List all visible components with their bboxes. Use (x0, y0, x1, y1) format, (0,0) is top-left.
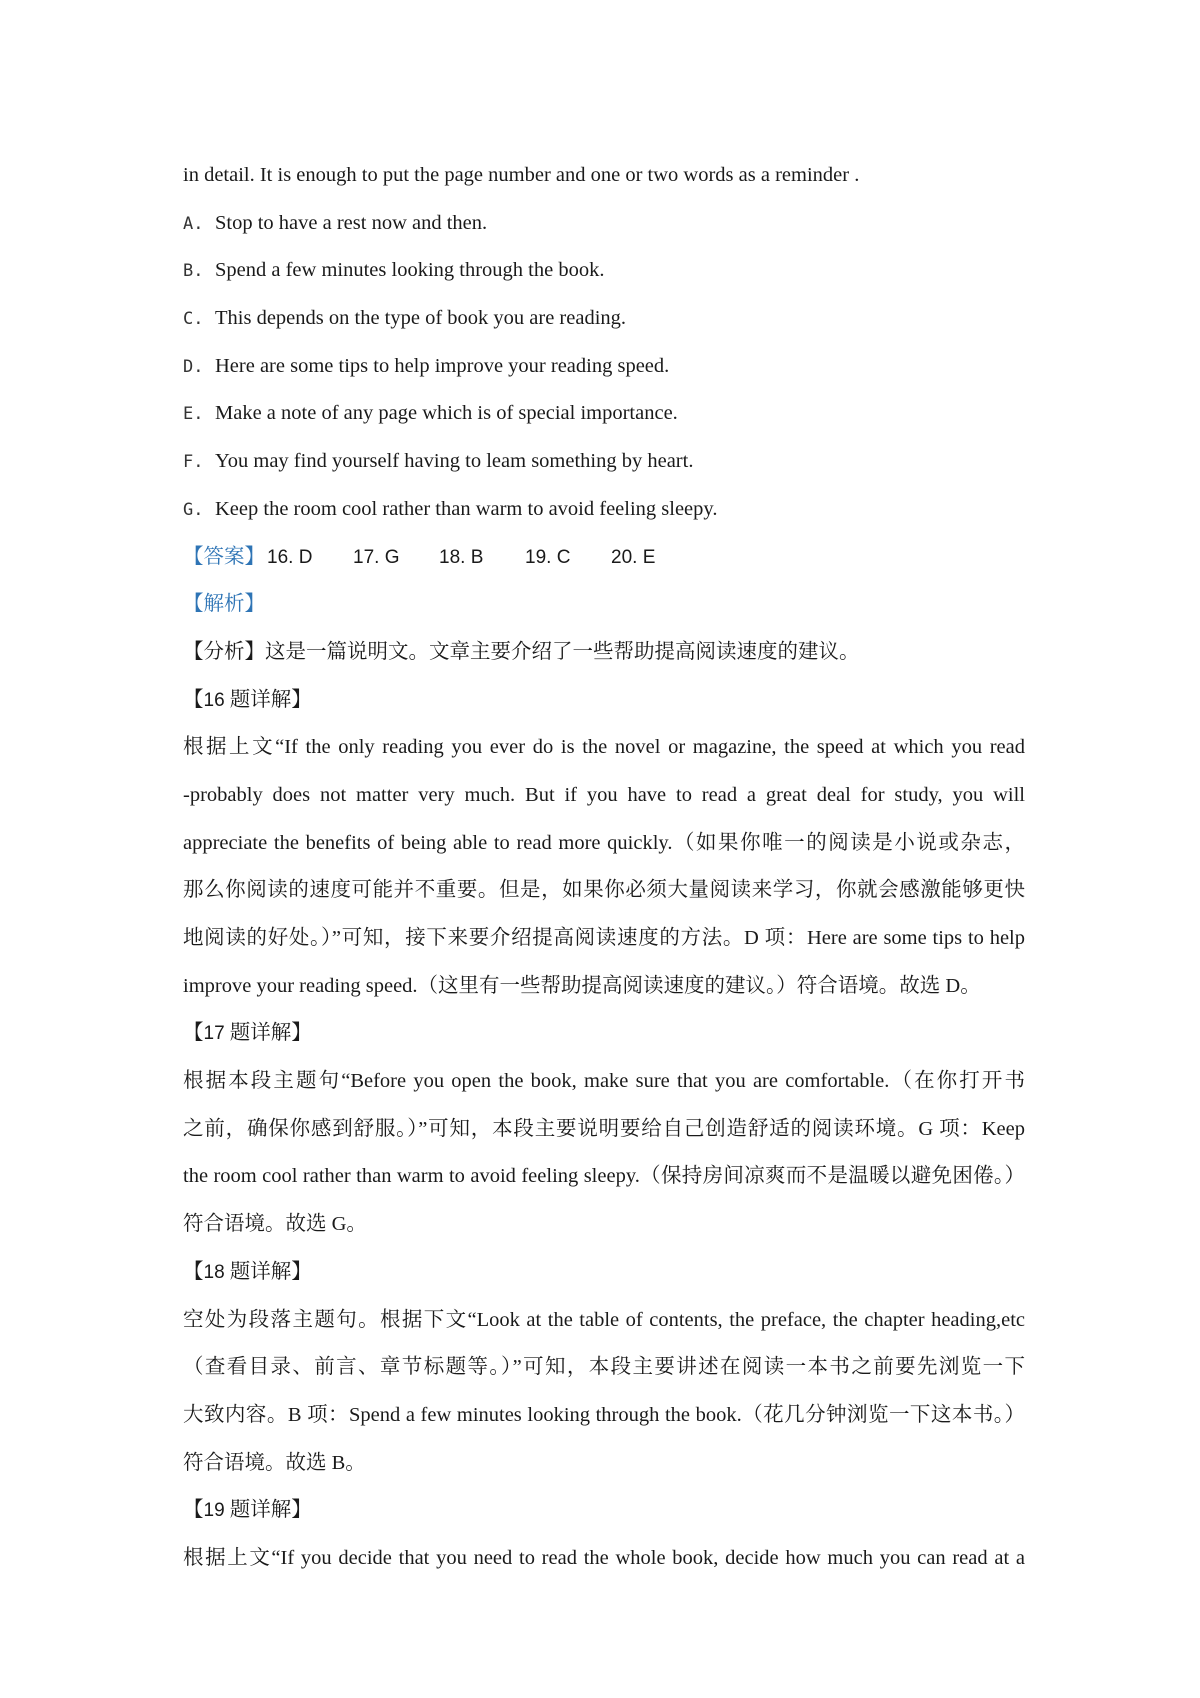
question-number: 17 (203, 1023, 225, 1045)
question-number: 19 (203, 1500, 225, 1522)
option-letter: D. (183, 356, 204, 377)
question-number: 18 (203, 1261, 225, 1283)
q17-line: 符合语境。故选 G。 (183, 1213, 367, 1236)
document-page (183, 152, 1025, 1583)
q16-line: 那么你阅读的速度可能并不重要。但是，如果你必须大量阅读来学习，你就会感激能够更快 (183, 879, 1025, 902)
q18-line: 符合语境。故选 B。 (183, 1451, 366, 1474)
q18-line: 空处为段落主题句。根据下文“Look at the table of contents, the preface, the chapter heading,etc (183, 1308, 1025, 1331)
bracket: 【 (183, 1499, 204, 1522)
q18-line: （查看目录、前言、章节标题等。）”可知，本段主要讲述在阅读一本书之前要先浏览一下 (183, 1356, 1025, 1379)
heading-text: 题详解】 (224, 1022, 312, 1045)
q16-heading (183, 677, 1025, 725)
option-c (183, 295, 1025, 343)
option-text: Spend a few minutes looking through the book. (215, 259, 605, 282)
question-number: 16 (203, 689, 225, 711)
option-b (183, 247, 1025, 295)
q17-heading (183, 1010, 1025, 1058)
q17-line: 根据本段主题句“Before you open the book, make sure that you are comfortable.（在你打开书 (183, 1070, 1025, 1093)
summary-line: 【分析】这是一篇说明文。文章主要介绍了一些帮助提高阅读速度的建议。 (183, 640, 860, 663)
q18-line: 大致内容。B 项：Spend a few minutes looking through the book.（花几分钟浏览一下这本书。） (183, 1403, 1025, 1426)
q17-line: 之前，确保你感到舒服。）”可知，本段主要说明要给自己创造舒适的阅读环境。G 项：Keep (183, 1117, 1025, 1140)
q19-heading (183, 1487, 1025, 1535)
option-f (183, 438, 1025, 486)
option-e (183, 390, 1025, 438)
option-letter: B. (183, 261, 204, 282)
option-text: Stop to have a rest now and then. (215, 211, 488, 234)
answer-item: 19. C (525, 546, 571, 568)
bracket: 【 (183, 688, 204, 711)
q19-line: 根据上文“If you decide that you need to read the whole book, decide how much you can read at a (183, 1546, 1025, 1569)
option-a (183, 200, 1025, 248)
option-g (183, 486, 1025, 534)
q16-line: -probably does not matter very much. But if you have to read a great deal for study, you will (183, 783, 1025, 806)
q16-line: appreciate the benefits of being able to read more quickly.（如果你唯一的阅读是小说或杂志， (183, 831, 1025, 854)
option-letter: A. (183, 213, 204, 234)
analysis-label: 【解析】 (183, 593, 265, 616)
answer-item: 17. G (353, 546, 400, 568)
option-text: You may find yourself having to leam something by heart. (215, 450, 694, 473)
answer-item: 18. B (439, 546, 484, 568)
answer-item: 20. E (611, 546, 656, 568)
heading-text: 题详解】 (224, 1499, 312, 1522)
bracket: 【 (183, 1260, 204, 1283)
option-text: Make a note of any page which is of special importance. (215, 402, 678, 425)
option-letter: E. (183, 404, 204, 425)
option-letter: C. (183, 309, 204, 330)
option-letter: F. (183, 452, 204, 473)
q16-line: 地阅读的好处。）”可知，接下来要介绍提高阅读速度的方法。D 项：Here are some tips to help (183, 927, 1025, 949)
q16-line: improve your reading speed.（这里有一些帮助提高阅读速度的建议。）符合语境。故选 D。 (183, 974, 981, 997)
heading-text: 题详解】 (224, 688, 312, 711)
option-d (183, 343, 1025, 391)
heading-text: 题详解】 (224, 1260, 312, 1283)
answer-line (183, 534, 1025, 582)
q18-heading (183, 1249, 1025, 1297)
q16-line: 根据上文“If the only reading you ever do is the novel or magazine, the speed at which you read (183, 736, 1025, 759)
option-text: Here are some tips to help improve your reading speed. (215, 354, 670, 377)
q17-line: the room cool rather than warm to avoid feeling sleepy.（保持房间凉爽而不是温暖以避免困倦。） (183, 1165, 1025, 1188)
answer-label: 【答案】 (183, 545, 265, 568)
option-letter: G. (183, 499, 204, 520)
passage-tail-line: in detail. It is enough to put the page number and one or two words as a reminder . (183, 164, 860, 186)
answer-item: 16. D (267, 546, 313, 568)
option-text: This depends on the type of book you are reading. (215, 307, 627, 330)
option-text: Keep the room cool rather than warm to avoid feeling sleepy. (215, 497, 718, 520)
bracket: 【 (183, 1022, 204, 1045)
